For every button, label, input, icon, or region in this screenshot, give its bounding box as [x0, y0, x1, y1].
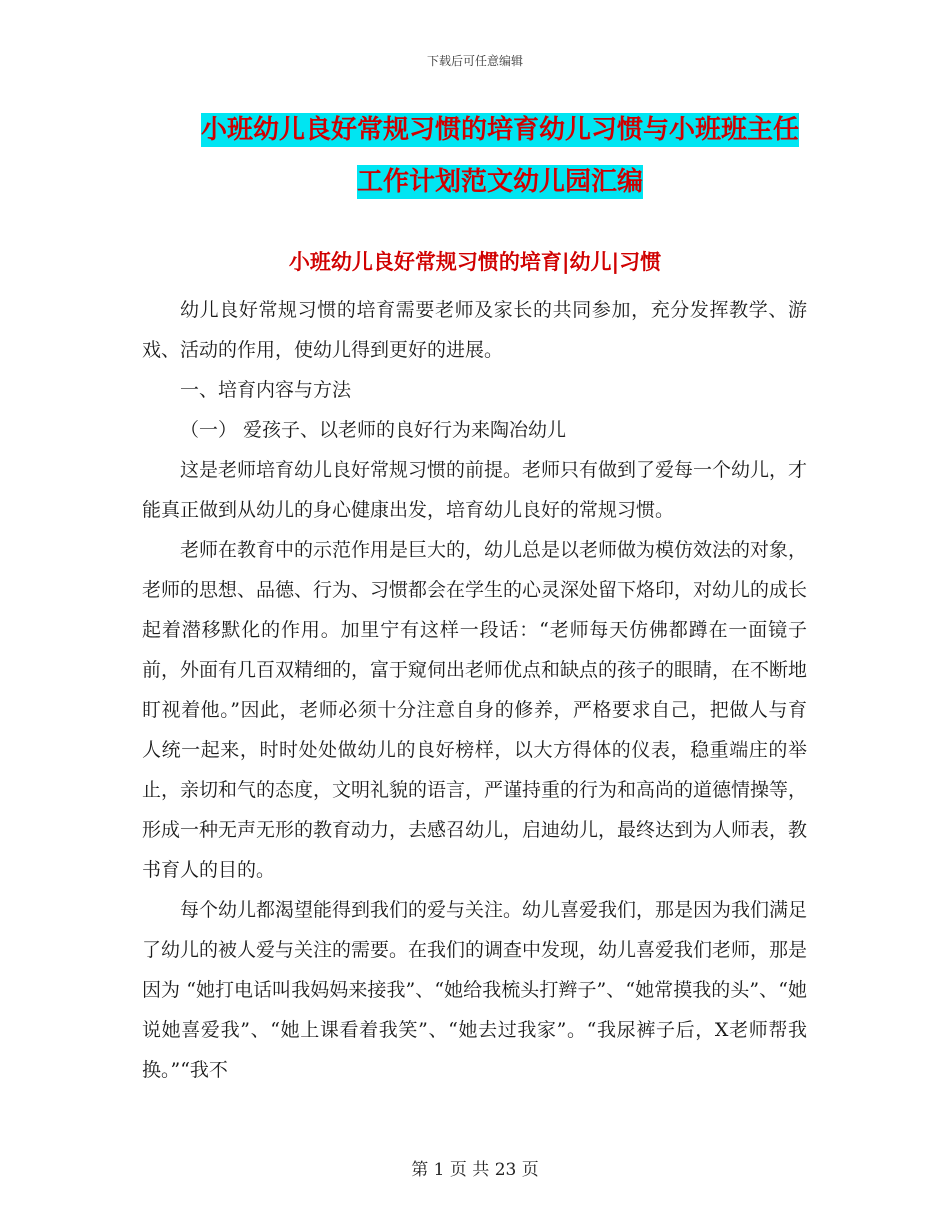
title-line-1: 小班幼儿良好常规习惯的培育幼儿习惯与小班班主任: [200, 115, 799, 145]
subsection-heading: （一） 爱孩子、以老师的良好行为来陶冶幼儿: [180, 419, 567, 441]
title-line-2: 工作计划范文幼儿园汇编: [356, 167, 643, 197]
paragraph: 老师在教育中的示范作用是巨大的，幼儿总是以老师做为模仿效法的对象，老师的思想、品德、行为、习惯都会在学生的心灵深处留下烙印，对幼儿的成长起着潜移默化的作用。加里宁有这样一段话：“老师每天仿佛都蹲在一面镜子前，外面有几百双精细的，富于窥伺出老师优点和缺点的孩子的眼睛，在不断地盯视着他。”因此，老师必须十分注意自身的修养，严格要求自己，把做人与育人统一起来，时时处处做幼儿的良好榜样，以大方得体的仪表，稳重端庄的举止，亲切和气的态度，文明礼貌的语言，严谨持重的行为和高尚的道德情操等，形成一种无声无形的教育动力，去感召幼儿，启迪幼儿，最终达到为人师表，教书育人的目的。: [142, 539, 808, 881]
page-number-footer: 第 1 页 共 23 页: [411, 1160, 539, 1180]
paragraph: 每个幼儿都渴望能得到我们的爱与关注。幼儿喜爱我们，那是因为我们满足了幼儿的被人爱与关注的需要。在我们的调查中发现，幼儿喜爱我们老师，那是因为 “她打电话叫我妈妈来接我”、“她给我梳头打辫子”、“她常摸我的头”、“她说她喜爱我”、“她上课看着我笑”、“她去过我家”。“我尿裤子后，X老师帮我换。”“我不: [142, 899, 808, 1081]
body-text: [142, 290, 807, 1090]
document-title: [190, 104, 810, 208]
section-heading: 一、培育内容与方法: [180, 379, 352, 401]
header-note: 下载后可任意编辑: [426, 54, 523, 68]
section-subtitle: 小班幼儿良好常规习惯的培育|幼儿|习惯: [288, 250, 662, 274]
paragraph: 幼儿良好常规习惯的培育需要老师及家长的共同参加，充分发挥教学、游戏、活动的作用，使幼儿得到更好的进展。: [142, 299, 807, 361]
paragraph: 这是老师培育幼儿良好常规习惯的前提。老师只有做到了爱每一个幼儿，才能真正做到从幼儿的身心健康出发，培育幼儿良好的常规习惯。: [142, 459, 808, 521]
